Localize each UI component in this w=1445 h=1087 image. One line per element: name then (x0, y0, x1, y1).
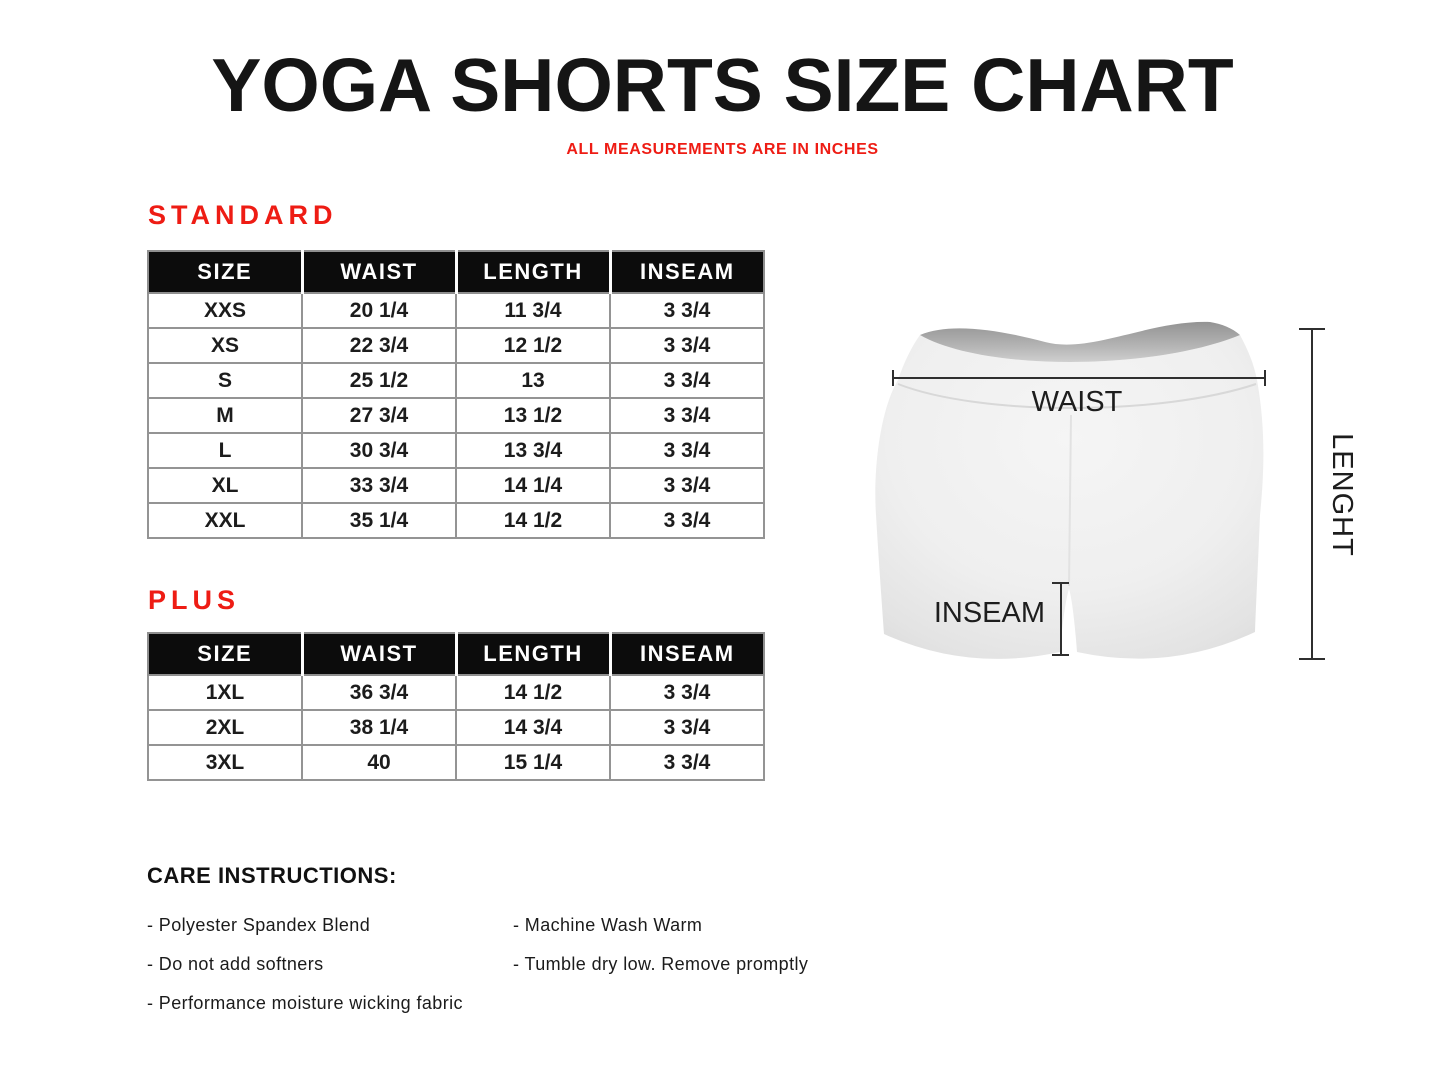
table-cell: L (148, 433, 302, 468)
table-cell: 14 3/4 (456, 710, 610, 745)
table-cell: 36 3/4 (302, 675, 456, 710)
table-cell: 25 1/2 (302, 363, 456, 398)
table-cell: XXS (148, 293, 302, 328)
standard-section-label: STANDARD (148, 200, 338, 230)
page-title: YOGA SHORTS SIZE CHART (211, 43, 1234, 127)
table-cell: 3 3/4 (610, 433, 764, 468)
table-cell: 3 3/4 (610, 363, 764, 398)
column-header-waist: WAIST (302, 251, 456, 293)
table-cell: XS (148, 328, 302, 363)
table-row (148, 503, 764, 538)
table-cell: 27 3/4 (302, 398, 456, 433)
table-cell: 14 1/2 (456, 503, 610, 538)
length-measure-line (1311, 329, 1313, 660)
table-cell: 15 1/4 (456, 745, 610, 780)
table-cell: 22 3/4 (302, 328, 456, 363)
table-cell: 14 1/2 (456, 675, 610, 710)
inseam-measure-line (1060, 583, 1062, 656)
care-instructions-heading: CARE INSTRUCTIONS: (147, 863, 397, 888)
column-header-inseam: INSEAM (610, 251, 764, 293)
inseam-measure-cap (1052, 654, 1069, 656)
table-cell: 14 1/4 (456, 468, 610, 503)
standard-size-table (147, 250, 765, 539)
waist-measure-line (893, 377, 1266, 379)
table-cell: 33 3/4 (302, 468, 456, 503)
table-cell: M (148, 398, 302, 433)
table-cell: 20 1/4 (302, 293, 456, 328)
care-item: - Do not add softners (147, 954, 324, 974)
table-header-row (148, 251, 764, 293)
care-item: - Machine Wash Warm (513, 915, 703, 935)
column-header-size: SIZE (148, 251, 302, 293)
table-cell: XL (148, 468, 302, 503)
table-cell: 35 1/4 (302, 503, 456, 538)
column-header-inseam: INSEAM (610, 633, 764, 675)
table-row (148, 433, 764, 468)
table-cell: 3 3/4 (610, 468, 764, 503)
table-cell: 3XL (148, 745, 302, 780)
table-row (148, 363, 764, 398)
table-cell: 2XL (148, 710, 302, 745)
column-header-length: LENGTH (456, 633, 610, 675)
column-header-size: SIZE (148, 633, 302, 675)
table-cell: 30 3/4 (302, 433, 456, 468)
table-cell: 3 3/4 (610, 398, 764, 433)
table-cell: 3 3/4 (610, 503, 764, 538)
waist-measure-tick (1264, 370, 1266, 386)
length-measure-cap (1299, 658, 1325, 660)
care-item: - Polyester Spandex Blend (147, 915, 371, 935)
table-cell: 3 3/4 (610, 745, 764, 780)
table-row (148, 398, 764, 433)
column-header-length: LENGTH (456, 251, 610, 293)
length-label: LENGHT (1326, 433, 1358, 557)
table-cell: 3 3/4 (610, 710, 764, 745)
table-header-row (148, 633, 764, 675)
table-cell: 11 3/4 (456, 293, 610, 328)
table-cell: 12 1/2 (456, 328, 610, 363)
length-measure-cap (1299, 328, 1325, 330)
table-cell: 1XL (148, 675, 302, 710)
table-row (148, 745, 764, 780)
plus-size-table (147, 632, 765, 781)
table-row (148, 710, 764, 745)
page-subtitle: ALL MEASUREMENTS ARE IN INCHES (566, 141, 879, 158)
table-cell: 13 (456, 363, 610, 398)
shorts-illustration (860, 300, 1270, 700)
plus-section-label: PLUS (148, 585, 241, 615)
table-cell: 13 1/2 (456, 398, 610, 433)
table-row (148, 468, 764, 503)
table-cell: 3 3/4 (610, 328, 764, 363)
care-item: - Tumble dry low. Remove promptly (513, 954, 809, 974)
table-cell: S (148, 363, 302, 398)
column-header-waist: WAIST (302, 633, 456, 675)
table-cell: 3 3/4 (610, 293, 764, 328)
waist-measure-tick (892, 370, 894, 386)
table-cell: XXL (148, 503, 302, 538)
table-cell: 38 1/4 (302, 710, 456, 745)
table-row (148, 675, 764, 710)
inseam-measure-cap (1052, 582, 1069, 584)
care-item: - Performance moisture wicking fabric (147, 993, 463, 1013)
inseam-label: INSEAM (933, 597, 1045, 629)
table-cell: 3 3/4 (610, 675, 764, 710)
table-row (148, 328, 764, 363)
table-cell: 13 3/4 (456, 433, 610, 468)
table-row (148, 293, 764, 328)
table-cell: 40 (302, 745, 456, 780)
waist-label: WAIST (1031, 386, 1123, 418)
